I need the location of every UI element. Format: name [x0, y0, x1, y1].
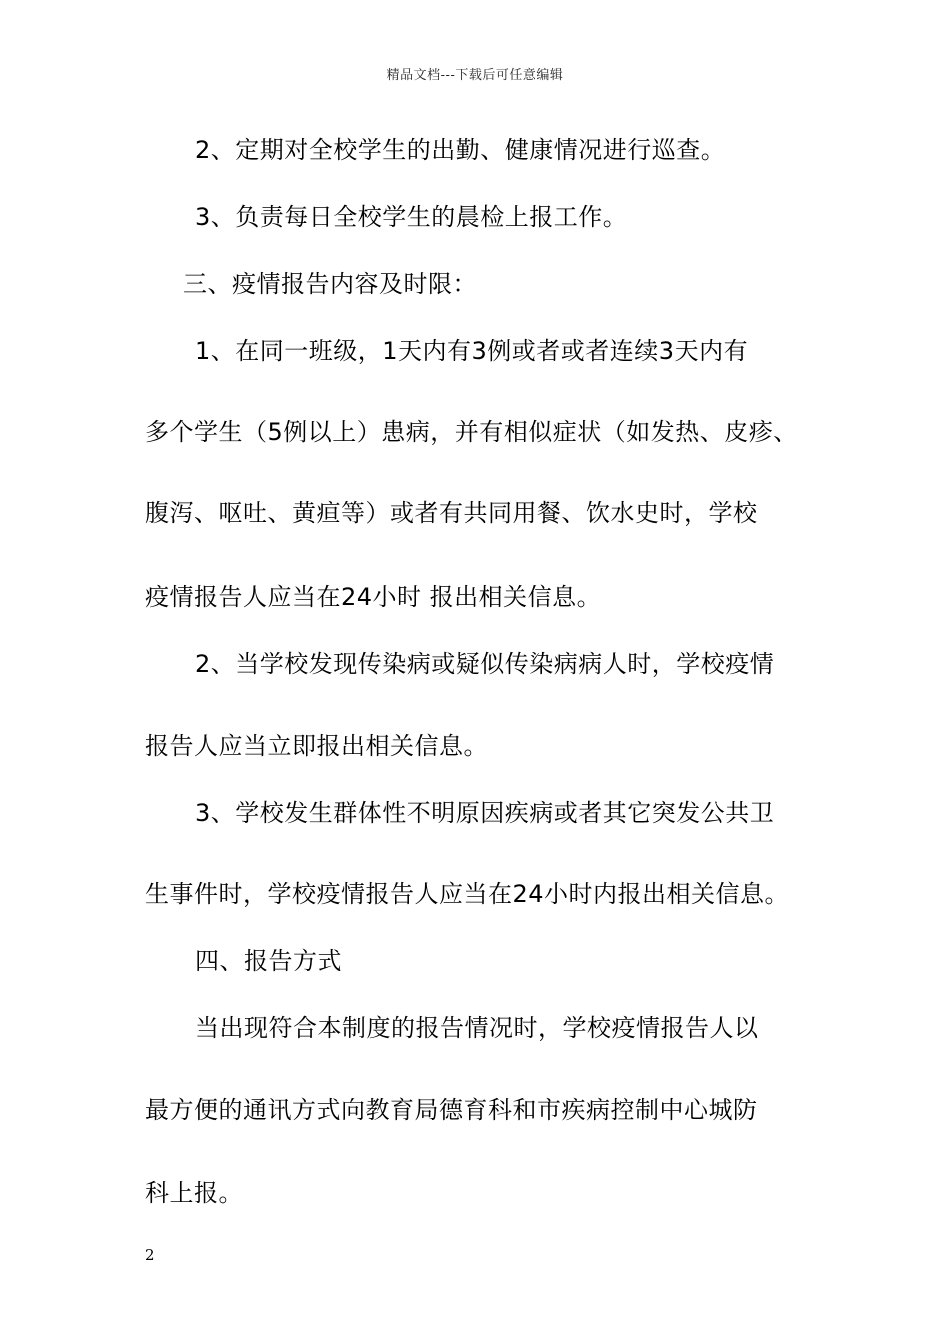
paragraph-line: 最方便的通讯方式向教育局德育科和市疾病控制中心城防 [145, 1096, 758, 1124]
paragraph-line: 3、学校发生群体性不明原因疾病或者其它突发公共卫 [195, 799, 775, 827]
paragraph-line: 科上报。 [145, 1179, 243, 1207]
paragraph-line: 当出现符合本制度的报告情况时，学校疫情报告人以 [195, 1014, 759, 1042]
paragraph-line: 3、负责每日全校学生的晨检上报工作。 [195, 203, 628, 231]
paragraph-line: 生事件时，学校疫情报告人应当在24小时内报出相关信息。 [145, 880, 790, 908]
paragraph-line: 1、在同一班级，1天内有3例或者或者连续3天内有 [195, 337, 749, 365]
paragraph-line: 腹泻、呕吐、黄疸等）或者有共同用餐、饮水史时，学校 [145, 499, 758, 527]
page-header: 精品文档---下载后可任意编辑 [386, 68, 564, 83]
paragraph-line: 报告人应当立即报出相关信息。 [145, 732, 488, 760]
page-number: 2 [145, 1246, 155, 1264]
section-heading: 四、报告方式 [195, 947, 342, 975]
paragraph-line: 多个学生（5例以上）患病，并有相似症状（如发热、皮疹、 [145, 418, 798, 446]
paragraph-line: 2、定期对全校学生的出勤、健康情况进行巡查。 [195, 136, 726, 164]
paragraph-line: 疫情报告人应当在24小时 报出相关信息。 [145, 583, 602, 611]
paragraph-line: 2、当学校发现传染病或疑似传染病病人时，学校疫情 [195, 650, 775, 678]
section-heading: 三、疫情报告内容及时限： [183, 270, 477, 298]
